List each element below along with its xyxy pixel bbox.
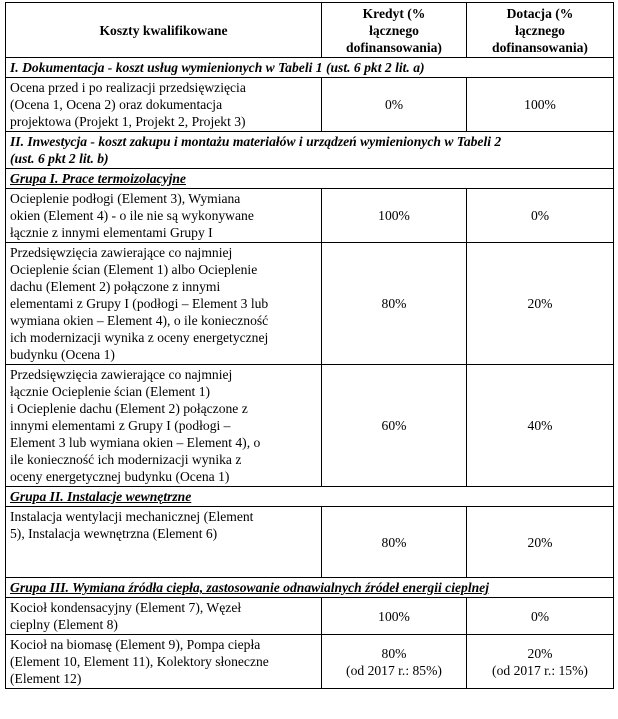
desc-line: Kocioł na biomasę (Element 9), Pompa ciepła [10, 637, 261, 652]
section2-title-line: II. Inwestycja - koszt zakupu i montażu materiałów i urządzeń wymienionych w Tabeli 2 [10, 134, 502, 149]
dotacja-value: 40% [467, 365, 614, 487]
desc-line: Element 3 lub wymiana okien – Element 4), o [10, 435, 261, 450]
table-row [6, 365, 614, 487]
desc-line: wymiana okien – Element 4), o ile konieczność [10, 313, 269, 328]
desc-line: Przedsięwzięcia zawierające co najmniej [10, 367, 233, 382]
kredyt-value: 100% [322, 189, 467, 243]
desc-line: cieplny (Element 8) [10, 617, 118, 632]
kredyt-value: 0% [322, 78, 467, 132]
cost-description [6, 243, 322, 365]
desc-line: 5), Instalacja wewnętrzna (Element 6) [10, 526, 218, 541]
desc-line: okien (Element 4) - o ile nie są wykonywane [10, 208, 254, 223]
desc-line: i Ocieplenie dachu (Element 2) połączone z [10, 401, 248, 416]
kredyt-line: (od 2017 r.: 85%) [346, 662, 442, 678]
group-title: Grupa III. Wymiana źródła ciepła, zastosowanie odnawialnych źródeł energii cieplnej [6, 578, 614, 598]
section2-title-line: (ust. 6 pkt 2 lit. b) [10, 151, 109, 166]
header-dotacja [467, 3, 614, 58]
desc-line: Kocioł kondensacyjny (Element 7), Węzeł [10, 600, 242, 615]
table-row [6, 189, 614, 243]
desc-line: Instalacja wentylacji mechanicznej (Element [10, 509, 254, 524]
dotacja-line: (od 2017 r.: 15%) [492, 662, 588, 678]
dotacja-value: 0% [467, 598, 614, 635]
dotacja-line: 20% [527, 645, 553, 661]
table-row [6, 78, 614, 132]
cost-description [6, 189, 322, 243]
kredyt-line: 80% [381, 645, 407, 661]
desc-line: budynku (Ocena 1) [10, 347, 115, 362]
group-row [6, 169, 614, 189]
desc-line: (Element 12) [10, 671, 82, 686]
desc-line: elementami z Grupy I (podłogi – Element 3 lub [10, 296, 269, 311]
desc-line: oceny energetycznej budynku (Ocena 1) [10, 469, 230, 484]
group-row [6, 487, 614, 507]
table-row [6, 598, 614, 635]
cost-description [6, 78, 322, 132]
header-dotacja-line: łącznego [515, 22, 565, 38]
kredyt-value: 60% [322, 365, 467, 487]
dotacja-value: 20% [467, 507, 614, 578]
funding-table [5, 2, 614, 689]
desc-line: łącznie z innymi elementami Grupy I [10, 225, 213, 240]
dotacja-value [467, 635, 614, 689]
cost-description [6, 598, 322, 635]
kredyt-value: 100% [322, 598, 467, 635]
dotacja-value: 20% [467, 243, 614, 365]
section2-title [6, 132, 614, 169]
cost-description [6, 365, 322, 487]
desc-line: ile konieczność ich modernizacji wynika z [10, 452, 242, 467]
desc-line: (Element 10, Element 11), Kolektory słoneczne [10, 654, 269, 669]
section-row [6, 132, 614, 169]
desc-line: projektowa (Projekt 1, Projekt 2, Projekt 3) [10, 114, 246, 129]
desc-line: łącznie Ocieplenie ścian (Element 1) [10, 384, 211, 399]
section-row [6, 58, 614, 78]
header-kredyt [322, 3, 467, 58]
header-kredyt-line: łącznego [369, 22, 419, 38]
group-title: Grupa I. Prace termoizolacyjne [6, 169, 614, 189]
kredyt-value: 80% [322, 243, 467, 365]
desc-line: Ocieplenie ścian (Element 1) albo Ocieplenie [10, 262, 258, 277]
desc-line: ich modernizacji wynika z oceny energetycznej [10, 330, 269, 345]
desc-line: dachu (Element 2) połączone z innymi [10, 279, 221, 294]
cost-description [6, 635, 322, 689]
header-kredyt-line: dofinansowania) [346, 39, 442, 55]
kredyt-value: 80% [322, 507, 467, 578]
section1-title: I. Dokumentacja - koszt usług wymienionych w Tabeli 1 (ust. 6 pkt 2 lit. a) [6, 58, 614, 78]
desc-line: innymi elementami z Grupy I (podłogi – [10, 418, 231, 433]
desc-line [10, 559, 317, 576]
desc-line: Przedsięwzięcia zawierające co najmniej [10, 245, 233, 260]
header-kredyt-line: Kredyt (% [362, 5, 426, 21]
group-row [6, 578, 614, 598]
table-row [6, 507, 614, 578]
desc-line: (Ocena 1, Ocena 2) oraz dokumentacja [10, 97, 223, 112]
group-title: Grupa II. Instalacje wewnętrzne [6, 487, 614, 507]
header-dotacja-line: dofinansowania) [492, 39, 588, 55]
header-costs: Koszty kwalifikowane [6, 3, 322, 58]
dotacja-value: 100% [467, 78, 614, 132]
kredyt-value [322, 635, 467, 689]
table-row [6, 243, 614, 365]
dotacja-value: 0% [467, 189, 614, 243]
desc-line: Ocieplenie podłogi (Element 3), Wymiana [10, 191, 241, 206]
cost-description [6, 507, 322, 578]
desc-line [10, 542, 317, 559]
desc-line: Ocena przed i po realizacji przedsięwzięcia [10, 80, 246, 95]
header-row [6, 3, 614, 58]
table-row [6, 635, 614, 689]
header-dotacja-line: Dotacja (% [506, 5, 574, 21]
